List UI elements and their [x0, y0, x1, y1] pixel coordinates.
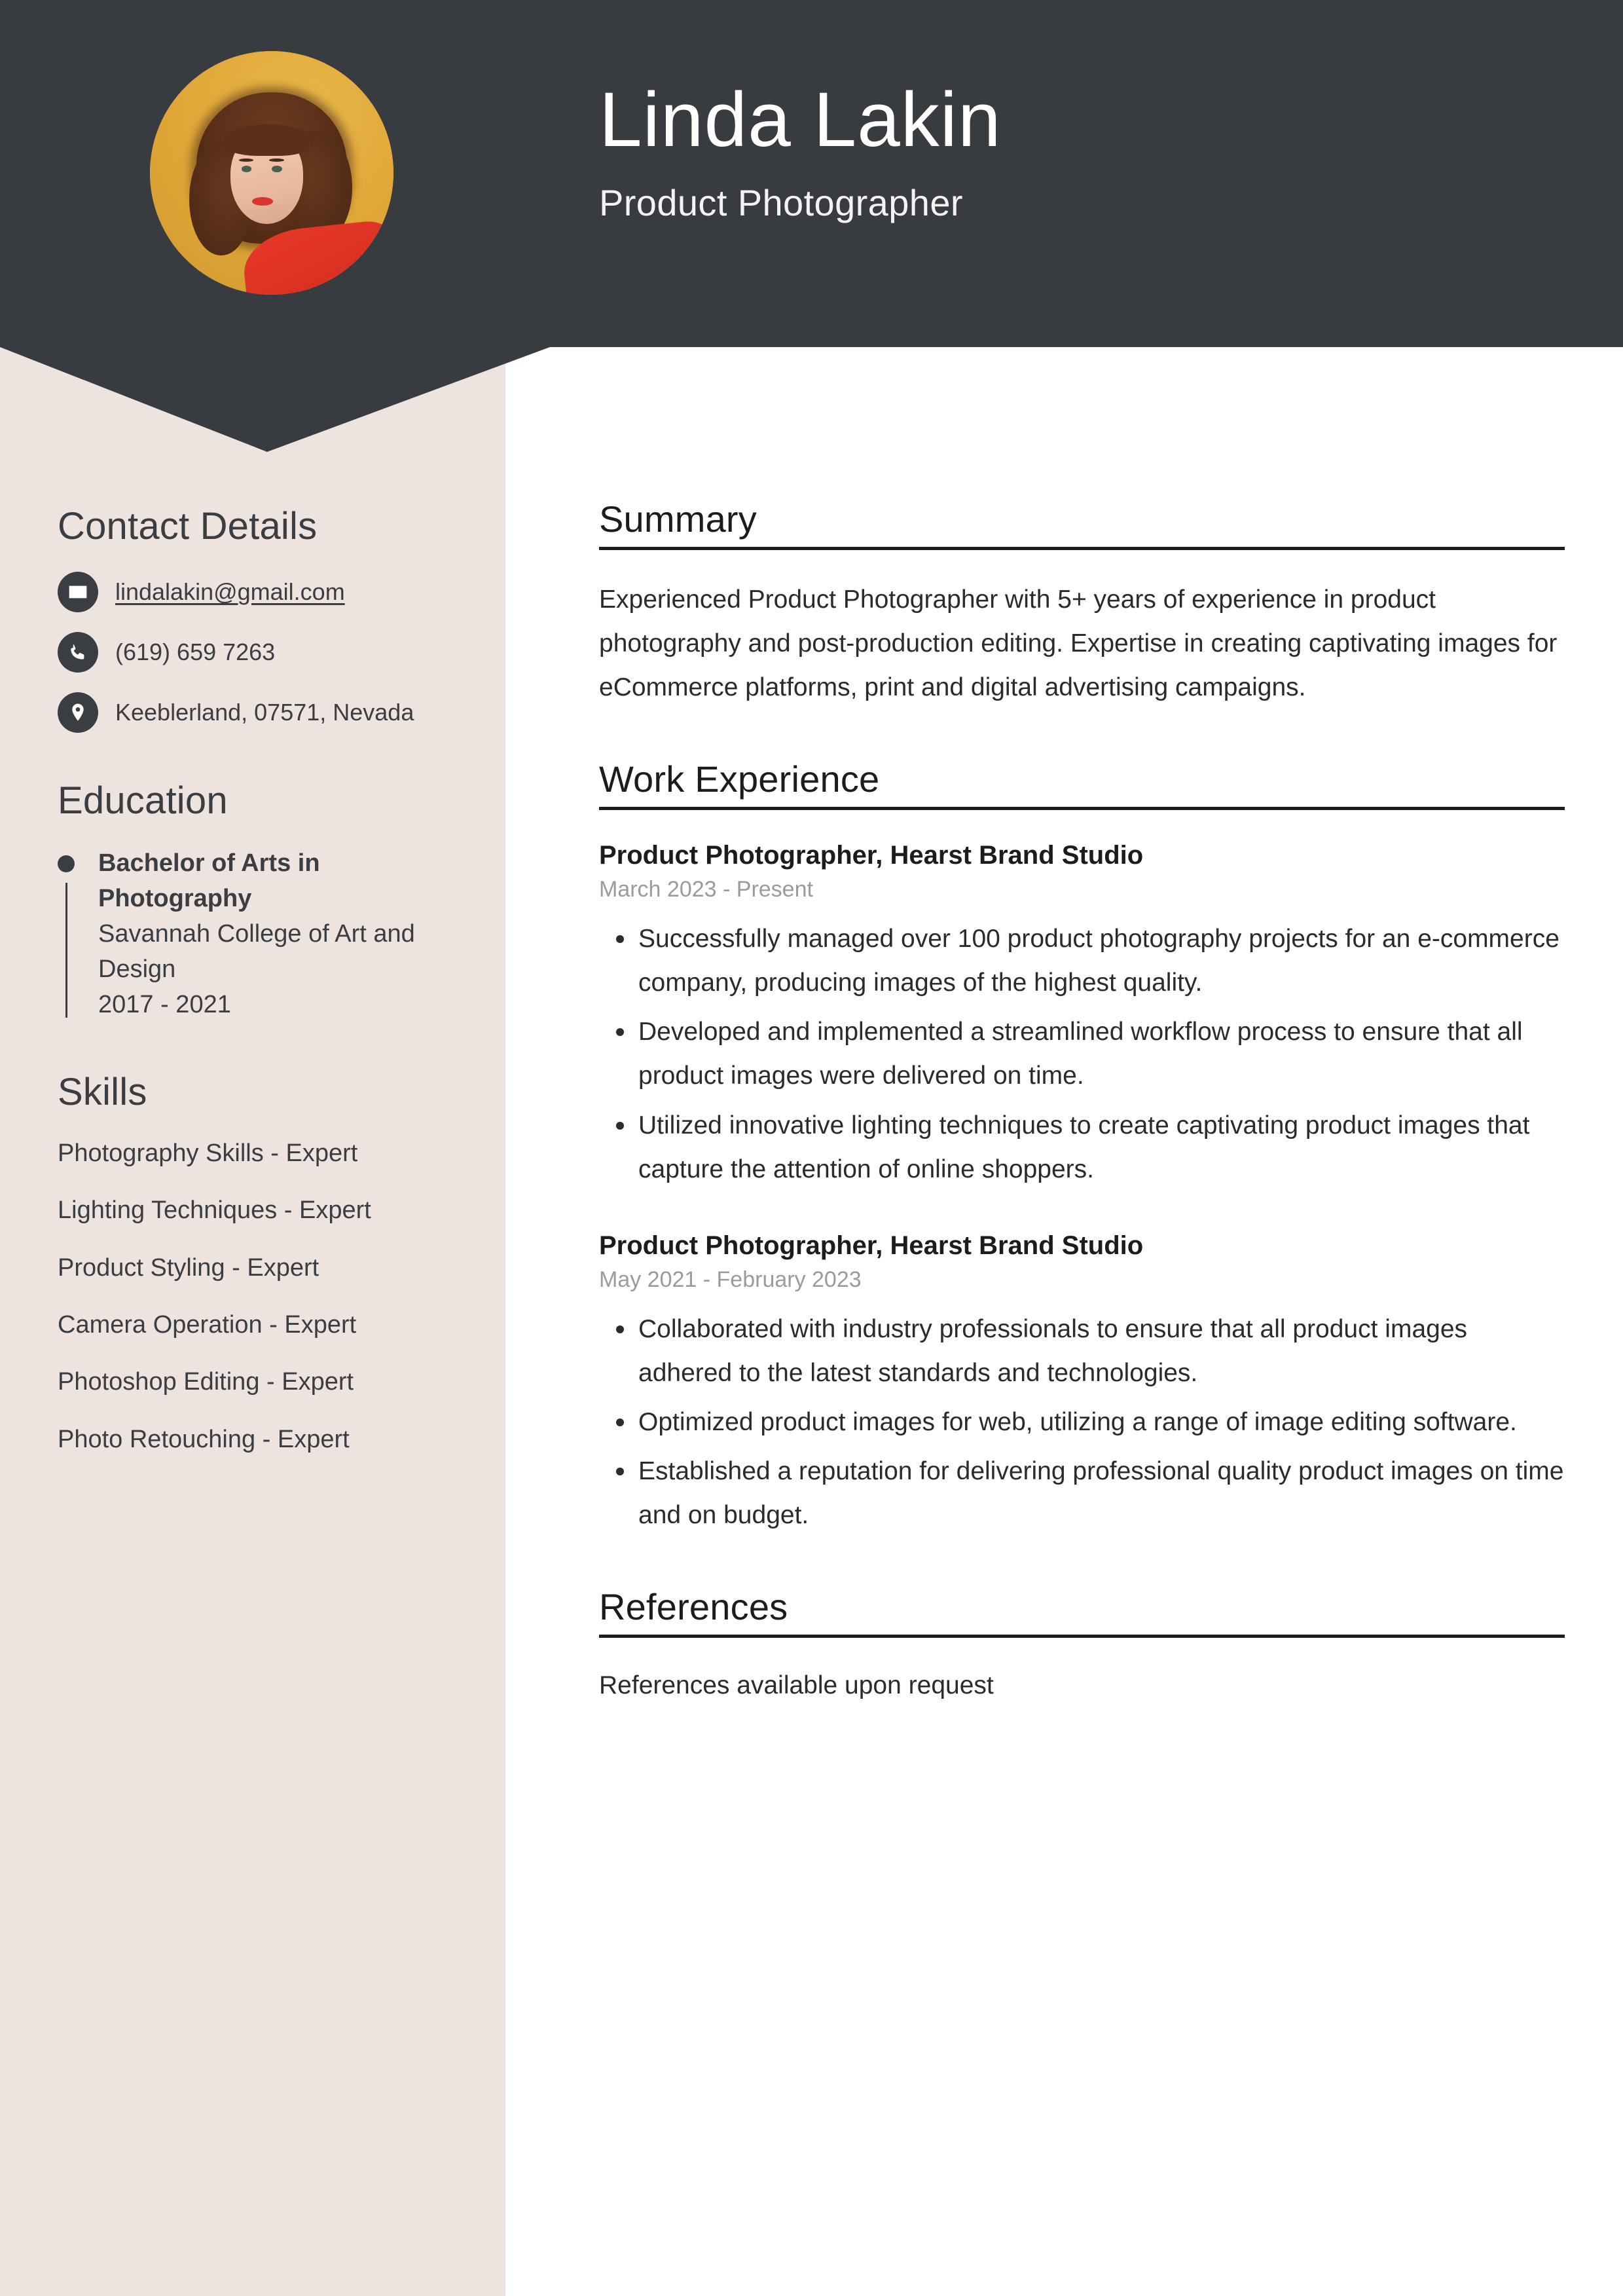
skill-item: Photography Skills - Expert [58, 1139, 358, 1167]
skills-heading: Skills [58, 1070, 147, 1113]
references-text: References available upon request [599, 1671, 994, 1700]
skill-item: Photo Retouching - Expert [58, 1425, 350, 1453]
job-title: Product Photographer, Hearst Brand Studio [599, 841, 1144, 870]
education-section [58, 779, 454, 1023]
avatar-eye-left [242, 166, 252, 172]
job-bullet: Developed and implemented a streamlined workflow process to ensure that all product images were delivered on time. [599, 1010, 1565, 1098]
work-experience-item [599, 1228, 1565, 1537]
contact-item-phone[interactable] [58, 632, 454, 673]
skill-item: Product Styling - Expert [58, 1253, 319, 1282]
education-degree: Bachelor of Arts in Photography [98, 849, 320, 912]
job-bullet: Optimized product images for web, utilizing a range of image editing software. [599, 1400, 1565, 1444]
education-heading: Education [58, 779, 228, 822]
job-bullet: Established a reputation for delivering professional quality product images on time and on budget. [599, 1449, 1565, 1537]
work-experience-heading: Work Experience [599, 758, 880, 800]
job-bullet-list [599, 917, 1565, 1191]
contact-list [58, 572, 454, 733]
contact-item-email[interactable] [58, 572, 454, 612]
references-section [599, 1585, 1565, 1706]
summary-heading: Summary [599, 498, 757, 540]
contact-details-heading: Contact Details [58, 505, 318, 547]
header-text-block [599, 79, 1002, 224]
education-dates: 2017 - 2021 [98, 990, 231, 1018]
contact-details-section [58, 504, 454, 733]
education-item [58, 846, 454, 1023]
job-bullet: Successfully managed over 100 product photography projects for an e-commerce company, producing images of the highest quality. [599, 917, 1565, 1005]
skills-list [58, 1138, 454, 1456]
work-experience-section [599, 758, 1565, 1537]
sidebar [0, 452, 505, 1481]
references-heading: References [599, 1586, 788, 1628]
avatar-eyebrow-right [269, 158, 283, 162]
education-list [58, 846, 454, 1023]
contact-address-value: Keeblerland, 07571, Nevada [115, 699, 414, 726]
job-bullet: Utilized innovative lighting techniques to create captivating product images that capture the attention of online shoppers. [599, 1103, 1565, 1191]
job-dates: May 2021 - February 2023 [599, 1267, 862, 1292]
envelope-icon [58, 572, 98, 612]
bullet-dot-icon [58, 855, 75, 872]
job-title: Product Photographer, Hearst Brand Studio [599, 1231, 1144, 1260]
section-divider [599, 807, 1565, 810]
skill-item: Lighting Techniques - Expert [58, 1196, 371, 1225]
skill-item: Photoshop Editing - Expert [58, 1368, 354, 1396]
avatar-bangs [223, 124, 314, 156]
work-experience-item [599, 838, 1565, 1191]
skills-section [58, 1070, 454, 1456]
page-title: Linda Lakin [599, 77, 1002, 163]
section-divider [599, 547, 1565, 550]
location-pin-icon [58, 692, 98, 733]
main-column [599, 498, 1565, 1754]
timeline-line [65, 883, 67, 1018]
skill-item: Camera Operation - Expert [58, 1310, 357, 1339]
job-bullet: Collaborated with industry professionals to ensure that all product images adhered to the latest standards and technologies. [599, 1307, 1565, 1395]
contact-phone-value: (619) 659 7263 [115, 639, 276, 666]
summary-text: Experienced Product Photographer with 5+ years of experience in product photography and post-production editing. Expertise in creating captivating images for eCommerce platforms, print and digital advertising campaigns. [599, 585, 1558, 702]
avatar-eyebrow-left [239, 158, 253, 162]
avatar-lips [252, 197, 273, 206]
education-school: Savannah College of Art and Design [98, 919, 415, 983]
section-divider [599, 1635, 1565, 1638]
contact-item-address[interactable] [58, 692, 454, 733]
summary-section [599, 498, 1565, 709]
phone-icon [58, 632, 98, 673]
avatar [150, 51, 393, 295]
job-bullet-list [599, 1307, 1565, 1537]
avatar-eye-right [272, 166, 282, 172]
job-dates: March 2023 - Present [599, 877, 813, 902]
contact-email-value[interactable]: lindalakin@gmail.com [115, 578, 345, 606]
job-title-subtitle: Product Photographer [599, 182, 963, 224]
